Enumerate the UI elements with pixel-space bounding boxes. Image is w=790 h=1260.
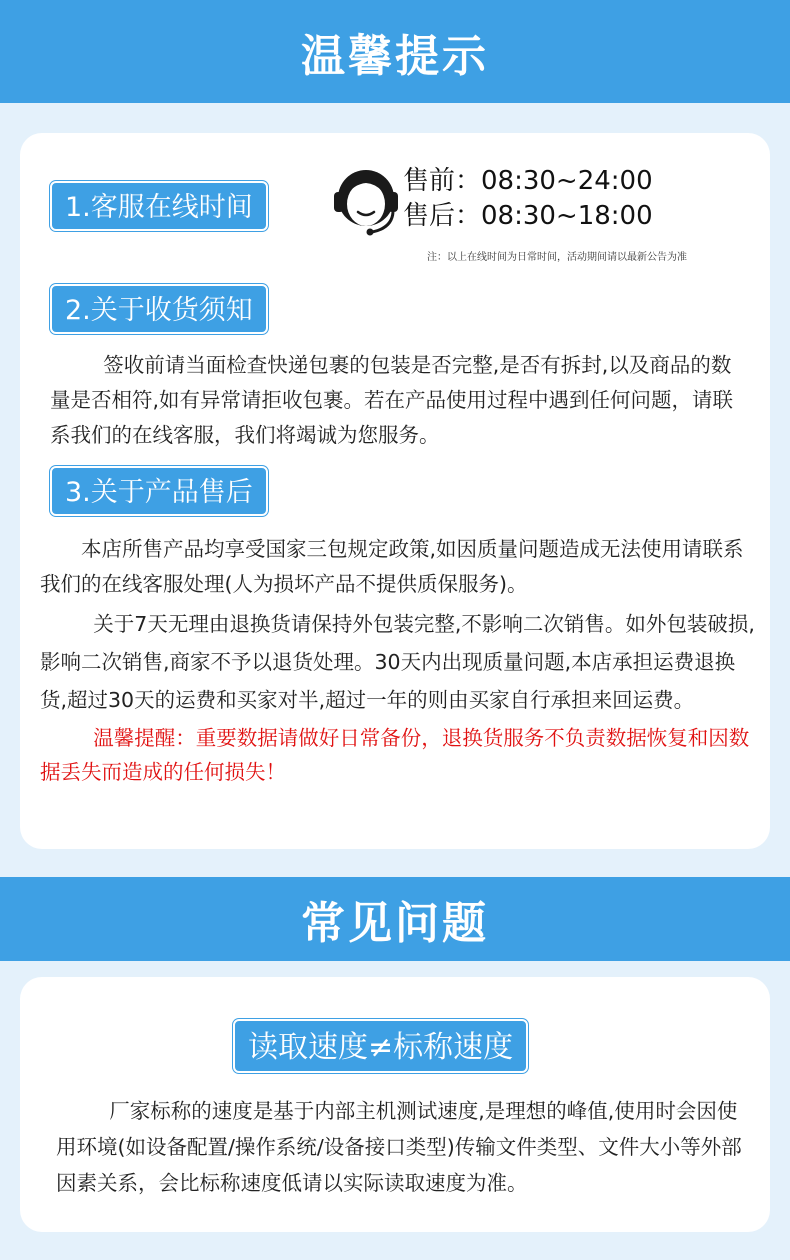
page-title: 温馨提示 xyxy=(301,30,489,82)
faq-title: 常见问题 xyxy=(301,898,489,949)
after-sale-hours: 售后：08:30~18:00 xyxy=(403,201,653,231)
header-banner xyxy=(0,0,790,103)
service-hours xyxy=(403,164,653,234)
after-sales-tag: 3.关于产品售后 xyxy=(50,466,268,516)
hours-note: 注：以上在线时间为日常时间，活动期间请以最新公告为准 xyxy=(427,252,687,263)
customer-service-headset-icon xyxy=(326,160,406,240)
pre-sale-hours: 售前：08:30~24:00 xyxy=(403,166,653,196)
read-speed-text: 厂家标称的速度是基于内部主机测试速度,是理想的峰值,使用时会因使用环境(如设备配置/操作系统/设备接口类型)传输文件类型、文件大小等外部因素关系，会比标称速度低请以实际读取速度为准。 xyxy=(56,1099,742,1195)
faq-banner xyxy=(0,877,790,961)
after-sales-text xyxy=(40,532,760,789)
after-sales-paragraph-2: 关于7天无理由退换货请保持外包装完整,不影响二次销售。如外包装破损,影响二次销售,商家不予以退货处理。30天内出现质量问题,本店承担运费退换货,超过30天的运费和买家对半,超过一年的则由买家自行承担来回运费。 xyxy=(40,612,755,712)
after-sales-paragraph-1: 本店所售产品均享受国家三包规定政策,如因质量问题造成无法使用请联系我们的在线客服处理(人为损坏产品不提供质保服务)。 xyxy=(40,537,744,596)
read-speed-tag: 读取速度≠标称速度 xyxy=(233,1019,528,1073)
data-backup-warning: 温馨提醒：重要数据请做好日常备份，退换货服务不负责数据恢复和因数据丢失而造成的任何损失！ xyxy=(40,726,750,784)
delivery-notice-text: 签收前请当面检查快递包裹的包装是否完整,是否有拆封,以及商品的数量是否相符,如有异常请拒收包裹。若在产品使用过程中遇到任何问题，请联系我们的在线客服，我们将竭诚为您服务。 xyxy=(50,353,734,447)
service-hours-tag: 1.客服在线时间 xyxy=(50,181,268,231)
delivery-notice-tag: 2.关于收货须知 xyxy=(50,284,268,334)
